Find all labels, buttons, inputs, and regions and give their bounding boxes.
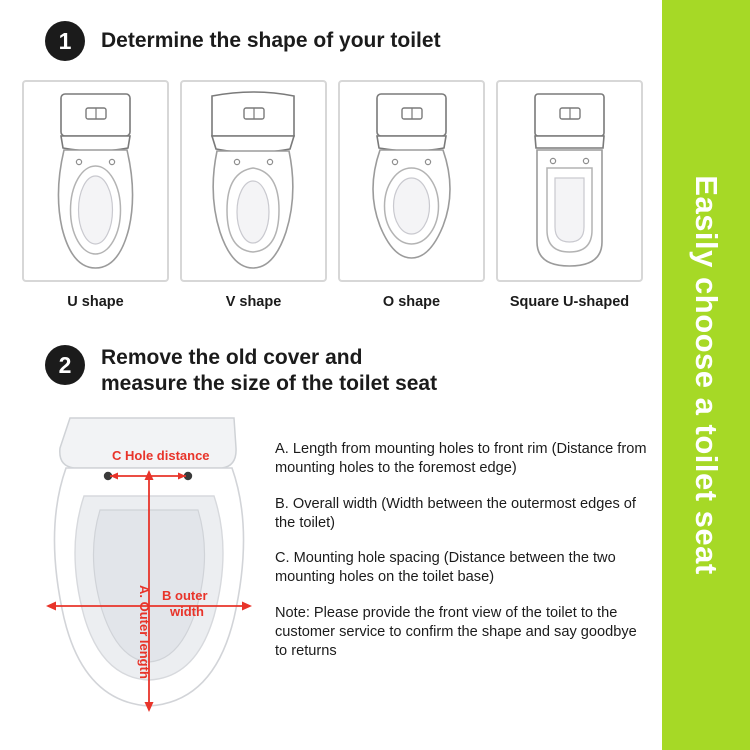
label-outer-width-line1: B outer bbox=[162, 588, 208, 603]
toilet-measurement-diagram bbox=[22, 410, 272, 730]
shape-card-o-label: O shape bbox=[382, 294, 441, 310]
side-banner bbox=[662, 0, 750, 750]
shape-card-o-image bbox=[338, 80, 485, 282]
shape-card-u-image bbox=[22, 80, 169, 282]
step-1-title: Determine the shape of your toilet bbox=[101, 28, 441, 52]
label-hole-distance: C Hole distance bbox=[112, 448, 210, 463]
note-customer-service: Note: Please provide the front view of the toilet to the customer service to confirm the shape and say goodbye to returns bbox=[275, 604, 637, 659]
step-2-title bbox=[101, 345, 437, 398]
step-2-title-line-2: measure the size of the toilet seat bbox=[101, 372, 438, 396]
toilet-o-shape-icon bbox=[340, 82, 483, 280]
step-2-title-line-1: Remove the old cover and bbox=[101, 346, 363, 369]
note-length: A. Length from mounting holes to front rim (Distance from mounting holes to the foremost edge) bbox=[275, 441, 647, 477]
shape-card-square-u-image bbox=[496, 80, 643, 282]
shape-card-v-image bbox=[180, 80, 327, 282]
toilet-square-u-shape-icon bbox=[498, 82, 641, 280]
side-banner-text: Easily choose a toilet seat bbox=[689, 175, 724, 575]
toilet-u-shape-icon bbox=[24, 82, 167, 280]
shape-card-v[interactable] bbox=[180, 80, 327, 310]
toilet-v-shape-icon bbox=[182, 82, 325, 280]
note-hole-spacing: C. Mounting hole spacing (Distance between the two mounting holes on the toilet base) bbox=[275, 550, 616, 586]
label-outer-width-line2: width bbox=[170, 604, 204, 619]
shape-card-v-label: V shape bbox=[225, 294, 282, 310]
shape-card-list bbox=[22, 80, 642, 310]
step-2-badge: 2 bbox=[45, 345, 85, 385]
note-width: B. Overall width (Width between the outermost edges of the toilet) bbox=[275, 495, 636, 531]
step-2-header bbox=[45, 345, 437, 398]
measurement-svg bbox=[22, 410, 272, 730]
shape-card-o[interactable] bbox=[338, 80, 485, 310]
step-1-header bbox=[45, 21, 441, 61]
measurement-notes bbox=[275, 440, 650, 661]
shape-card-square-u-label: Square U-shaped bbox=[509, 294, 630, 310]
label-outer-length: A. Outer length bbox=[137, 585, 152, 679]
shape-card-u-label: U shape bbox=[67, 294, 124, 310]
step-1-badge: 1 bbox=[45, 21, 85, 61]
shape-card-u[interactable] bbox=[22, 80, 169, 310]
shape-card-square-u[interactable] bbox=[496, 80, 643, 310]
